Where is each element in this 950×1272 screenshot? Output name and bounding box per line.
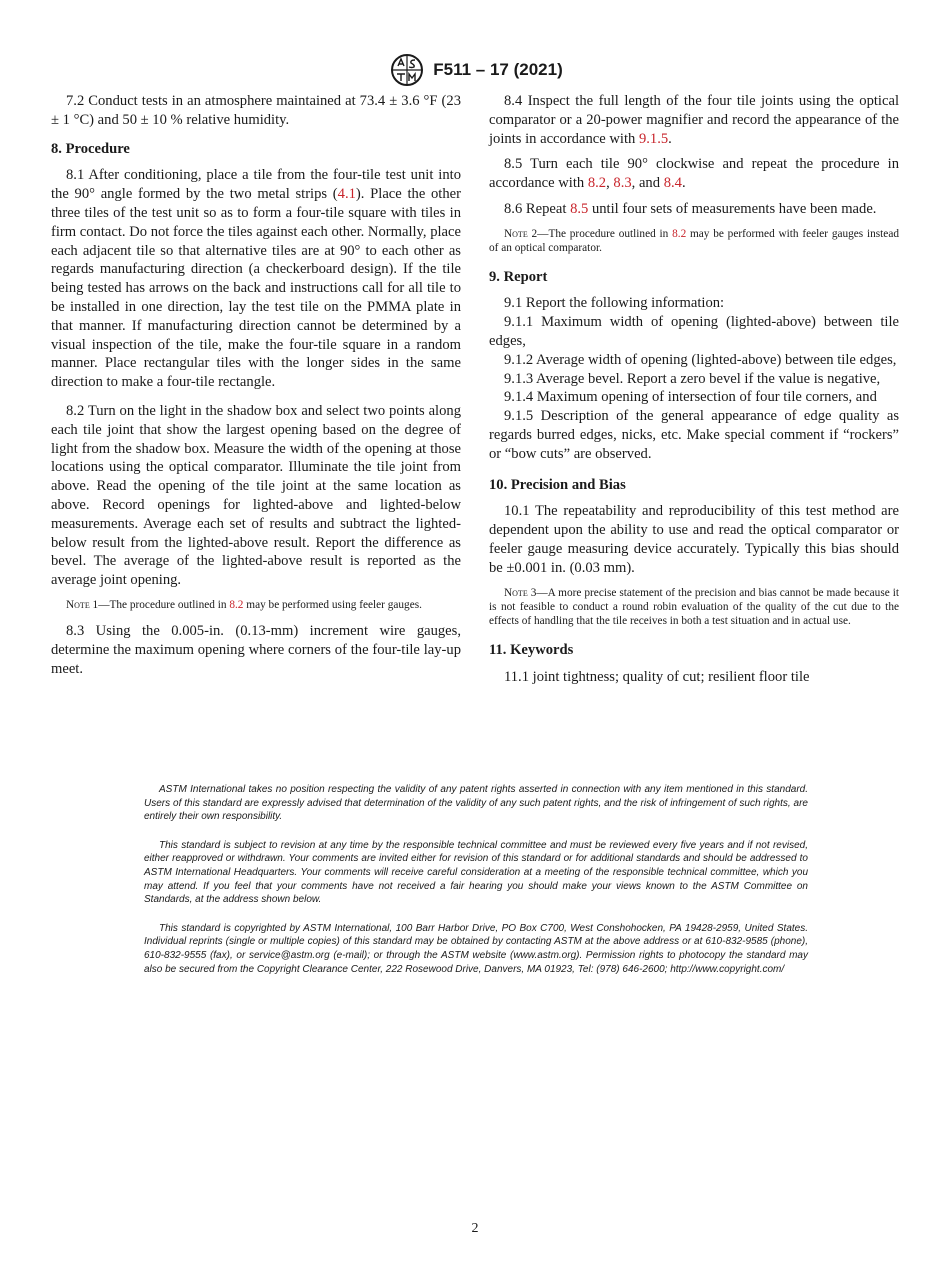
footer-copyright-notice: This standard is copyrighted by ASTM International, 100 Barr Harbor Drive, PO Box C700, West Conshohocken, PA 19428-2959, United States. Individual reprints (single or multiple copies) of this standard may be obtained by contacting ASTM at the above address or at 610-832-9585 (phone), 610-832-9555 (fax), or service@astm.org (e-mail); or through the ASTM website (www.astm.org). Permission rights to photocopy the standard may also be secured from the Copyright Clearance Center, 222 Rosewood Drive, Danvers, MA 01923, Tel: (978) 646-2600; http://www.copyright.com/ — [144, 922, 808, 975]
footer-patent-notice: ASTM International takes no position respecting the validity of any patent rights asserted in connection with any item mentioned in this standard. Users of this standard are expressly advised that determination of the validity of any such patent rights, and the risk of infringement of such rights, are entirely their own responsibility. — [144, 784, 808, 823]
link-section-8-5[interactable]: 8.5 — [570, 200, 589, 217]
paragraph-11-1: 11.1 joint tightness; quality of cut; resilient floor tile — [504, 668, 810, 685]
section-heading-precision-bias: 10. Precision and Bias — [489, 476, 626, 493]
paragraph-9-1-3: 9.1.3 Average bevel. Report a zero bevel if the value is negative, — [504, 370, 881, 387]
paragraph-9-1-2: 9.1.2 Average width of opening (lighted-above) between tile edges, — [504, 351, 897, 368]
document-designation: F511 – 17 (2021) — [433, 60, 563, 79]
note-2: Note 2—The procedure outlined in 8.2 may be performed with feeler gauges instead of an optical comparator. — [489, 227, 899, 255]
paragraph-8-5: 8.5 Turn each tile 90° clockwise and repeat the procedure in accordance with 8.2, 8.3, and 8.4. — [489, 156, 899, 192]
paragraph-9-1-5: 9.1.5 Description of the general appearance of edge quality as regards burred edges, nicks, etc. Make special comment if “rockers” or “bow cuts” are observed. — [489, 408, 899, 462]
link-section-9-1-5[interactable]: 9.1.5 — [638, 130, 669, 147]
paragraph-9-1: 9.1 Report the following information: — [504, 295, 725, 312]
copyright-footer — [144, 783, 808, 991]
page-number: 2 — [471, 1221, 479, 1236]
left-column — [51, 92, 461, 686]
section-heading-report: 9. Report — [489, 268, 548, 285]
paragraph-8-3: 8.3 Using the 0.005-in. (0.13-mm) increment wire gauges, determine the maximum opening where corners of the four-tile lay-up meet. — [51, 623, 461, 677]
paragraph-8-4: 8.4 Inspect the full length of the four tile joints using the optical comparator or a 20-power magnifier and record the appearance of the joints in accordance with 9.1.5. — [489, 93, 899, 147]
link-section-8-4[interactable]: 8.4 — [663, 175, 682, 192]
paragraph-9-1-1: 9.1.1 Maximum width of opening (lighted-above) between tile edges, — [489, 314, 899, 349]
note-3: Note 3—A more precise statement of the precision and bias cannot be made because it is not feasible to conduct a round robin evaluation of the quality of the cut due to the effects of handling that the tile receives in both a test situation and in actual use. — [489, 586, 899, 628]
paragraph-8-2: 8.2 Turn on the light in the shadow box and select two points along each tile joint that show the largest opening based on the degree of light from the shadow box. Measure the width of the opening at those locations using the optical comparator. Illuminate the tile joint from above. Read the opening of the tile joint at the same location as above. Record openings for lighted-above and lighted-below measurements. Average each set of results and subtract the lighted-below result from the lighted-above result. Report the difference as bevel. The average of the lighted-above result is reported as the average joint opening. — [51, 402, 461, 589]
right-column — [489, 92, 899, 693]
link-section-8-2[interactable]: 8.2 — [229, 598, 244, 611]
link-section-8-2[interactable]: 8.2 — [587, 175, 607, 192]
section-heading-procedure: 8. Procedure — [51, 140, 130, 157]
link-section-4-1[interactable]: 4.1 — [337, 186, 356, 203]
note-1: Note 1—The procedure outlined in 8.2 may be performed using feeler gauges. — [66, 598, 422, 611]
paragraph-7-2: 7.2 Conduct tests in an atmosphere maintained at 73.4 ± 3.6 °F (23 ± 1 °C) and 50 ± 10 % relative humidity. — [51, 93, 461, 128]
astm-logo-icon — [387, 53, 427, 87]
link-section-8-3[interactable]: 8.3 — [613, 175, 632, 192]
paragraph-8-1: 8.1 After conditioning, place a tile from the four-tile test unit into the 90° angle formed by the two metal strips (4.1). Place the other three tiles of the test unit so as to form a four-tile square with tiles in firm contact. Do not force the tiles against each other. Normally, place each adjacent tile so that alternative tiles are at 90° to each other as regards manufacturing direction (a checkerboard design). If the tile being tested has arrows on the back and instructions call for all tile to be installed in one direction, lay the test tile on the PMMA plate in that manner. If manufacturing direction cannot be determined by a visual inspection of the tile, make the four-tile square in a random manner. Place rectangular tiles with the longer sides in the same direction to make a four-tile rectangle. — [51, 167, 461, 391]
paragraph-9-1-4: 9.1.4 Maximum opening of intersection of four tile corners, and — [504, 389, 877, 406]
link-section-8-2[interactable]: 8.2 — [672, 227, 687, 240]
paragraph-8-6: 8.6 Repeat 8.5 until four sets of measurements have been made. — [504, 200, 877, 217]
section-heading-keywords: 11. Keywords — [489, 641, 574, 658]
page-header — [0, 53, 950, 87]
paragraph-10-1: 10.1 The repeatability and reproducibility of this test method are dependent upon the ability to use and read the optical comparator or feeler gauge measuring device accurately. Typically this bias should be ±0.001 in. (0.03 mm). — [489, 503, 899, 576]
footer-revision-notice: This standard is subject to revision at any time by the responsible technical committee and must be reviewed every five years and if not revised, either reapproved or withdrawn. Your comments are invited either for revision of this standard or for additional standards and should be addressed to ASTM International Headquarters. Your comments will receive careful consideration at a meeting of the responsible technical committee, which you may attend. If you feel that your comments have not received a fair hearing you should make your views known to the ASTM Committee on Standards, at the address shown below. — [144, 839, 808, 906]
